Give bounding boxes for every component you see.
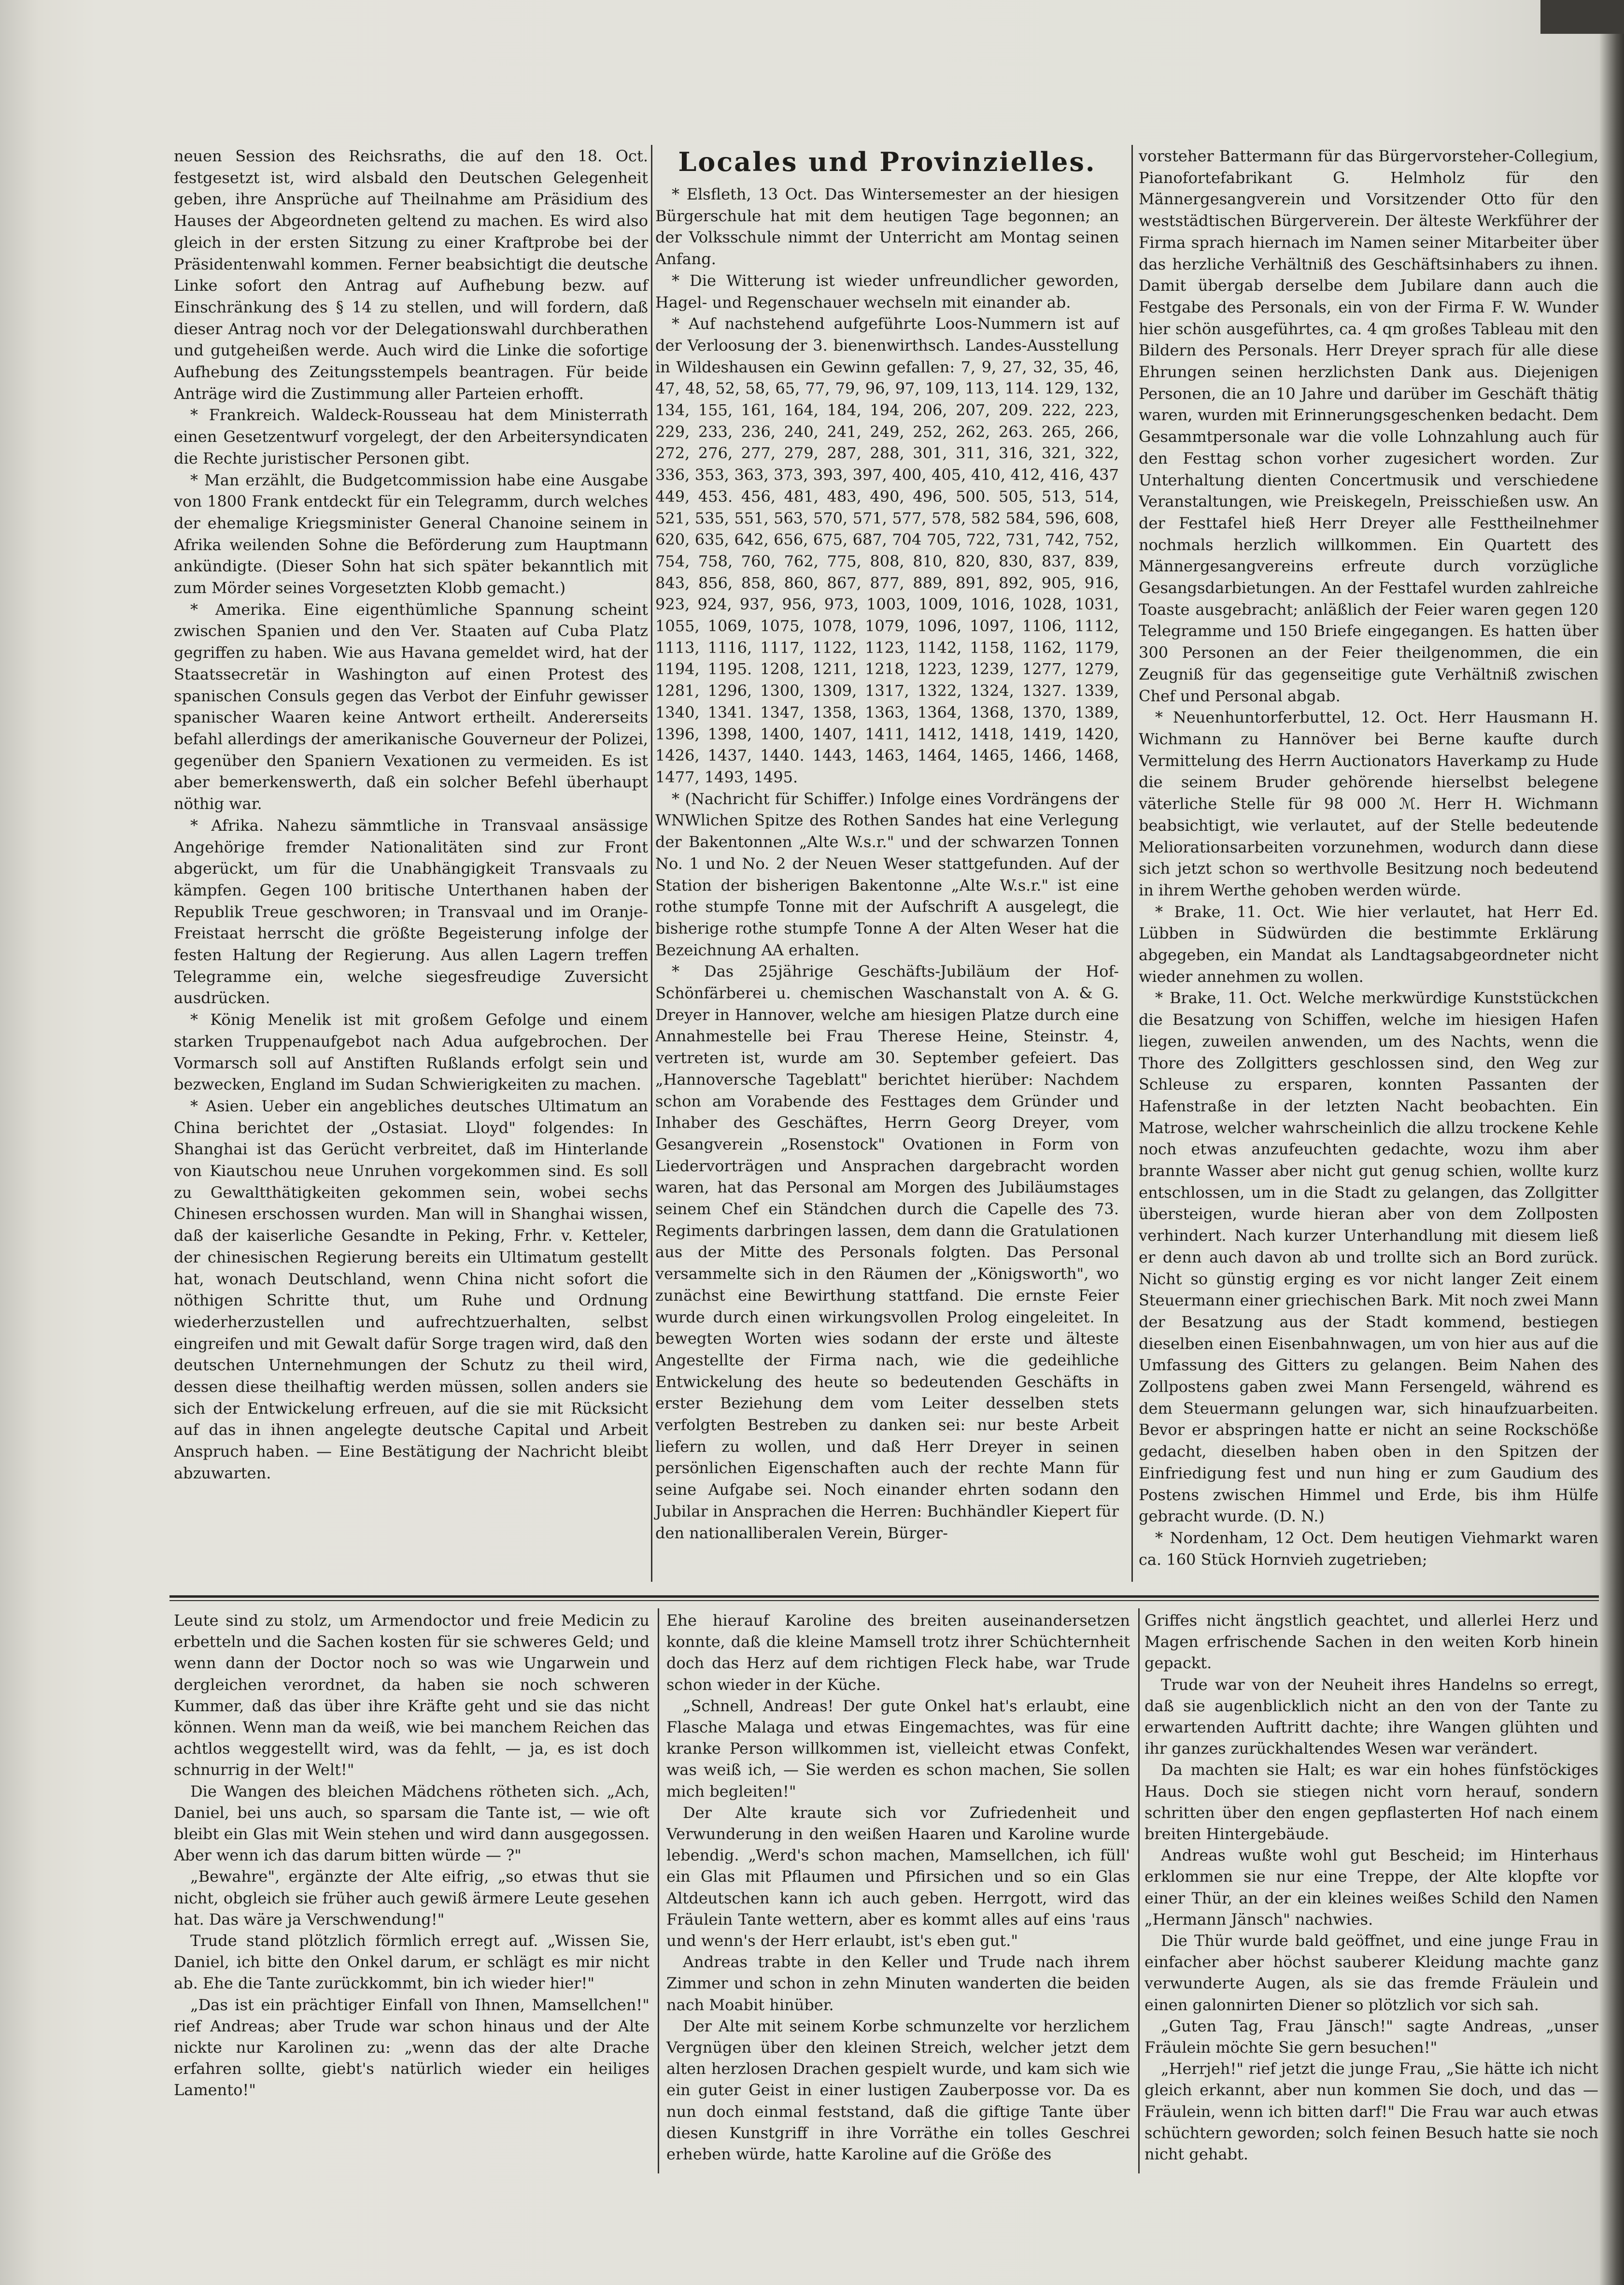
feuilleton-divider [658, 1608, 659, 2173]
page-edge-shadow [1600, 0, 1624, 2285]
story-paragraph: Leute sind zu stolz, um Armendoctor und freie Medicin zu erbetteln und die Sachen kosten für sie schweres Geld; und wenn dann der Doctor noch so was wie Ungarwein und dergleichen verordnet, da haben sie noch schweren Kummer, daß das über ihre Kräfte geht und sie das nicht können. Wenn man da weiß, wie bei manchem Reichen das achtlos weggestellt wird, was da fehlt, — ja, es ist doch schnurrig in der Welt!" [174, 1611, 650, 1779]
column-divider [651, 145, 652, 1582]
section-heading: Locales und Provinzielles. [678, 146, 1096, 177]
feuilleton-rule-thin [169, 1600, 1599, 1601]
story-paragraph: Andreas wußte wohl gut Bescheid; im Hinterhaus erklommen sie nur eine Treppe, der Alte klopfte vor einer Thür, an der ein kleines weißes Schild den Namen „Hermann Jänsch" nachwies. [1144, 1846, 1598, 1929]
story-paragraph: Griffes nicht ängstlich geachtet, und allerlei Herz und Magen erfrischende Sachen in den weiten Korb hinein gepackt. [1144, 1611, 1598, 1673]
story-paragraph: Die Wangen des bleichen Mädchens rötheten sich. „Ach, Daniel, bei uns auch, so sparsam die Tante ist, — wie oft bleibt ein Glas mit Wein stehen und wird dann ausgegossen. Aber wenn ich das darum bitten würde — ?" [174, 1782, 650, 1865]
feuilleton-column-1 [174, 1610, 650, 2170]
article-neuenhuntorferbuttel: * Neuenhuntorferbuttel, 12. Oct. Herr Hausmann H. Wichmann zu Hannöver bei Berne kaufte durch Vermittelung des Herrn Auctionators Haverkamp zu Hude die seinem Bruder gehörende hierselbst belegene väterliche Stelle für 98 000 ℳ. Herr H. Wichmann beabsichtigt, wie verlautet, auf der Stelle bedeutende Meliorationsarbeiten vorzunehmen, wodurch dann diese sich jetzt schon so werthvolle Besitzung noch bedeutend in ihrem Werthe gehoben werden würde. [1139, 708, 1598, 899]
article-reichsrath: neuen Session des Reichsraths, die auf den 18. Oct. festgesetzt ist, wird alsbald den Deutschen Gelegenheit geben, ihre Ansprüche auf Theilnahme am Präsidium des Hauses der Abgeordneten geltend zu machen. Es wird also gleich in der ersten Sitzung zu einer Kraftprobe bei der Präsidentenwahl kommen. Ferner beabsichtigt die deutsche Linke sofort den Antrag auf Aufhebung bezw. auf Einschränkung des § 14 zu stellen, und will fordern, daß dieser Antrag noch vor der Delegationswahl durchberathen und gutgeheißen werde. Auch wird die Linke die sofortige Aufhebung des Zeitungsstempels beantragen. Für beide Anträge wird die Zustimmung aller Parteien erhofft. [174, 147, 648, 403]
article-elsfleth: * Elsfleth, 13 Oct. Das Wintersemester an der hiesigen Bürgerschule hat mit dem heutigen Tage begonnen; an der Volksschule nimmt der Unterricht am Montag seinen Anfang. [655, 185, 1119, 269]
story-paragraph: „Bewahre", ergänzte der Alte eifrig, „so etwas thut sie nicht, obgleich sie früher auch gewiß ärmere Leute gesehen hat. Das wäre ja Verschwendung!" [174, 1867, 650, 1929]
story-paragraph: Der Alte mit seinem Korbe schmunzelte vor herzlichem Vergnügen über den kleinen Streich, welcher jetzt dem alten herzlosen Drachen gespielt wurde, und kam sich wie ein guter Geist in einer lustigen Zauberposse vor. Da es nun doch einmal feststand, daß die giftige Tante über diesen Kunstgriff in ihre Vorräthe ein tolles Geschrei erheben würde, hatte Karoline auf die Größe des [666, 2016, 1130, 2164]
story-paragraph: „Herrjeh!" rief jetzt die junge Frau, „Sie hätte ich nicht gleich erkannt, aber nun kommen Sie doch, und das — Fräulein, wenn ich bitten darf!" Die Frau war auch etwas schüchtern geworden; solch feinen Besuch hatte sie noch nicht gehabt. [1144, 2059, 1598, 2164]
article-schiffer: * (Nachricht für Schiffer.) Infolge eines Vordrängens der WNWlichen Spitze des Rothen Sandes hat eine Verlegung der Bakentonnen „Alte W.s.r." und der schwarzen Tonnen No. 1 und No. 2 der Neuen Weser stattgefunden. Auf der Station der bisherigen Bakentonne „Alte W.s.r." ist eine rothe stumpfe Tonne mit der Aufschrift A ausgelegt, die bisherige rothe stumpfe Tonne A der Alten Weser hat die Bezeichnung AA erhalten. [655, 789, 1119, 959]
column-divider [1131, 145, 1133, 1582]
article-frankreich: * Frankreich. Waldeck-Rousseau hat dem Ministerrath einen Gesetzentwurf vorgelegt, der den Arbeitersyndicaten die Rechte juristischer Personen gibt. [174, 406, 648, 468]
article-jubilaeum: * Das 25jährige Geschäfts-Jubiläum der Hof-Schönfärberei u. chemischen Waschanstalt von A. & G. Dreyer in Hannover, welche am hiesigen Platze durch eine Annahmestelle bei Frau Therese Heine, Steinstr. 4, vertreten ist, wurde am 30. September gefeiert. Das „Hannoversche Tageblatt" berichtet hierüber: Nachdem schon am Vorabende des Festtages dem Gründer und Inhaber des Geschäftes, Herrn Georg Dreyer, vom Gesangverein „Rosenstock" Ovationen in Form von Liedervorträgen und Ansprachen dargebracht worden waren, hat das Personal am Morgen des Jubiläumstages seinem Chef ein Ständchen durch die Capelle des 73. Regiments darbringen lassen, dem dann die Gratulationen aus der Mitte des Personals folgten. Das Personal versammelte sich in den Räumen der „Königsworth", wo zunächst eine Bewirthung stattfand. Die ernste Feier wurde durch einen wirkungsvollen Prolog eingeleitet. In bewegten Worten wies sodann der erste und älteste Angestellte der Firma nach, wie die gedeihliche Entwickelung des heute so bedeutenden Geschäfts in erster Beziehung dem vom Leiter desselben stets verfolgten Bestreben zu danken sei: nur beste Arbeit liefern zu wollen, und daß Herr Dreyer in seinen persönlichen Eigenschaften auch der rechte Mann für seine Aufgabe sei. Noch einander ehrten sodann den Jubilar in Ansprachen die Herren: Buchhändler Kiepert für den nationalliberalen Verein, Bürger- [655, 962, 1119, 1542]
news-column-local [655, 184, 1119, 1575]
page-corner-shadow [1540, 0, 1624, 34]
story-paragraph: Trude war von der Neuheit ihres Handelns so erregt, daß sie augenblicklich nicht an den von der Tante zu erwartenden Auftritt dachte; ihre Wangen glühten und ihr ganzes zurückhaltendes Wesen war verändert. [1144, 1675, 1598, 1758]
story-paragraph: Trude stand plötzlich förmlich erregt auf. „Wissen Sie, Daniel, ich bitte den Onkel darum, er schlägt es mir nicht ab. Ehe die Tante zurückkommt, bin ich wieder hier!" [174, 1931, 650, 1993]
story-paragraph: „Das ist ein prächtiger Einfall von Ihnen, Mamsellchen!" rief Andreas; aber Trude war schon hinaus und der Alte nickte nur Karolinen zu: „wenn das der alte Drache erfahren sollte, giebt's natürlich wieder ein heiliges Lamento!" [174, 1995, 650, 2100]
story-paragraph: Die Thür wurde bald geöffnet, und eine junge Frau in einfacher aber höchst sauberer Kleidung machte ganz verwunderte Augen, als sie das fremde Fräulein und einen galonnirten Diener so plötzlich vor sich sah. [1144, 1931, 1598, 2014]
article-afrika: * Afrika. Nahezu sämmtliche in Transvaal ansässige Angehörige fremder Nationalitäten sind zur Front abgerückt, um für die Unabhängigkeit Transvaals zu kämpfen. Gegen 100 britische Unterthanen haben der Republik Treue geschworen; in Transvaal und im Oranje-Freistaat herrscht die größte Begeisterung infolge der festen Haltung der Regierung. Aus allen Lagern treffen Telegramme ein, welche siegesfreudige Zuversicht ausdrücken. [174, 816, 648, 1008]
article-telegramm: * Man erzählt, die Budgetcommission habe eine Ausgabe von 1800 Frank entdeckt für ein Telegramm, durch welches der ehemalige Kriegsminister General Chanoine seinem in Afrika weilenden Sohne die Beförderung zum Hauptmann ankündigte. (Dieser Sohn hat sich später bekanntlich mit zum Mörder seines Vorgesetzten Klobb gemacht.) [174, 470, 648, 597]
news-column-politics [174, 145, 648, 1581]
article-loos-nummern: * Auf nachstehend aufgeführte Loos-Nummern ist auf der Verloosung der 3. bienenwirthsch. Landes-Ausstellung in Wildeshausen ein Gewinn gefallen: 7, 9, 27, 32, 35, 46, 47, 48, 52, 58, 65, 77, 79, 96, 97, 109, 113, 114. 129, 132, 134, 155, 161, 164, 184, 194, 206, 207, 209. 222, 223, 229, 233, 236, 240, 241, 249, 252, 262, 263. 265, 266, 272, 276, 277, 279, 287, 288, 301, 311, 316, 321, 322, 336, 353, 363, 373, 393, 397, 400, 405, 410, 412, 416, 437 449, 453. 456, 481, 483, 490, 496, 500. 505, 513, 514, 521, 535, 551, 563, 570, 571, 577, 578, 582 584, 596, 608, 620, 635, 642, 656, 675, 687, 704 705, 722, 731, 742, 752, 754, 758, 760, 762, 775, 808, 810, 820, 830, 837, 839, 843, 856, 858, 860, 867, 877, 889, 891, 892, 905, 916, 923, 924, 937, 956, 973, 1003, 1009, 1016, 1028, 1031, 1055, 1069, 1075, 1078, 1079, 1096, 1097, 1106, 1112, 1113, 1116, 1117, 1122, 1123, 1142, 1158, 1162, 1179, 1194, 1195. 1208, 1211, 1218, 1223, 1239, 1277, 1279, 1281, 1296, 1300, 1309, 1317, 1322, 1324, 1327. 1339, 1340, 1341. 1347, 1358, 1363, 1364, 1368, 1370, 1389, 1396, 1398, 1400, 1407, 1411, 1412, 1418, 1419, 1420, 1426, 1437, 1440. 1443, 1463, 1464, 1465, 1466, 1468, 1477, 1493, 1495. [655, 314, 1119, 786]
article-brake-landtag: * Brake, 11. Oct. Wie hier verlautet, hat Herr Ed. Lübben in Südwürden die bestimmte Erklärung abgegeben, ein Mandat als Landtagsabgeordneter nicht wieder annehmen zu wollen. [1139, 902, 1598, 986]
news-column-regional [1139, 145, 1598, 1585]
feuilleton-divider [1138, 1608, 1140, 2173]
story-paragraph: „Schnell, Andreas! Der gute Onkel hat's erlaubt, eine Flasche Malaga und etwas Eingemachtes, was für eine kranke Person willkommen ist, vielleicht etwas Confekt, was weiß ich, — Sie werden es schon machen, Sie sollen mich begleiten!" [666, 1696, 1130, 1801]
article-jubilaeum-continued: vorsteher Battermann für das Bürgervorsteher-Collegium, Pianofortefabrikant G. Helmholz für den Männergesangverein und Vorsitzender Otto für den weststädtischen Bürgerverein. Der älteste Werkführer der Firma sprach hiernach im Namen seiner Mitarbeiter über das herzliche Verhältniß des Geschäftsinhabers zu ihnen. Damit übergab derselbe dem Jubilare dann auch die Festgabe des Personals, ein von der Firma F. W. Wunder hier schön ausgeführtes, ca. 4 qm großes Tableau mit den Bildern des Personals. Herr Dreyer sprach für alle diese Ehrungen seinen herzlichsten Dank aus. Diejenigen Personen, die an 10 Jahre und darüber im Geschäft thätig waren, wurden mit Erinnerungsgeschenken bedacht. Dem Gesammtpersonale war die volle Lohnzahlung auch für den Festtag schon vorher zugesichert worden. Zur Unterhaltung dienten Concertmusik und verschiedene Veranstaltungen, wie Preiskegeln, Preisschießen usw. An der Festtafel hieß Herr Dreyer alle Festtheilnehmer nochmals herzlich willkommen. Ein Quartett des Männergesangvereins erfreute durch vorzügliche Gesangsdarbietungen. An der Festtafel wurden zahlreiche Toaste ausgebracht; anläßlich der Feier waren gegen 120 Telegramme und 150 Briefe eingegangen. Es hatten über 300 Personen an der Feier theilgenommen, die ein Zeugniß für das gegenseitige gute Verhältniß zwischen Chef und Personal abgab. [1139, 147, 1598, 705]
article-witterung: * Die Witterung ist wieder unfreundlicher geworden, Hagel- und Regenschauer wechseln mit einander ab. [655, 271, 1119, 312]
feuilleton-rule [169, 1595, 1599, 1598]
story-paragraph: Da machten sie Halt; es war ein hohes fünfstöckiges Haus. Doch sie stiegen nicht vorn herauf, sondern schritten über den engen gepflasterten Hof nach einem breiten Hintergebäude. [1144, 1760, 1598, 1844]
feuilleton-column-3 [1144, 1610, 1598, 2170]
article-asien: * Asien. Ueber ein angebliches deutsches Ultimatum an China berichtet der „Ostasiat. Lloyd" folgendes: In Shanghai ist das Gerücht verbreitet, daß im Hinterlande von Kiautschou neue Unruhen vorgekommen sind. Es soll zu Gewaltthätigkeiten gekommen sein, wobei sechs Chinesen erschossen wurden. Man will in Shanghai wissen, daß der kaiserliche Gesandte in Peking, Frhr. v. Ketteler, der chinesischen Regierung bereits ein Ultimatum gestellt hat, wonach Deutschland, wenn China nicht sofort die nöthigen Schritte thut, um Ruhe und Ordnung wiederherzustellen und aufrechtzuerhalten, selbst eingreifen und mit Gewalt dafür Sorge tragen wird, daß den deutschen Unternehmungen der Schutz zu theil wird, dessen diese theilhaftig werden müssen, sollen anders sie sich der Entwickelung erfreuen, auf die sie mit Rücksicht auf das in ihnen angelegte deutsche Capital und Arbeit Anspruch haben. — Eine Bestätigung der Nachricht bleibt abzuwarten. [174, 1096, 648, 1482]
article-nordenham: * Nordenham, 12 Oct. Dem heutigen Viehmarkt waren ca. 160 Stück Hornvieh zugetrieben; [1139, 1529, 1598, 1569]
story-paragraph: „Guten Tag, Frau Jänsch!" sagte Andreas, „unser Fräulein möchte Sie gern besuchen!" [1144, 2016, 1598, 2057]
article-amerika: * Amerika. Eine eigenthümliche Spannung scheint zwischen Spanien und den Ver. Staaten auf Cuba Platz gegriffen zu haben. Wie aus Havana gemeldet wird, hat der Staatssecretär in Washington auf einen Protest des spanischen Consuls gegen das Verbot der Einfuhr gewisser spanischer Waaren keine Antwort ertheilt. Andererseits befahl allerdings der amerikanische Gouverneur der Polizei, gegenüber den Spaniern Vexationen zu vermeiden. Es ist aber bemerkenswerth, daß ein solcher Befehl überhaupt nöthig war. [174, 600, 648, 813]
story-paragraph: Andreas trabte in den Keller und Trude nach ihrem Zimmer und schon in zehn Minuten wanderten die beiden nach Moabit hinüber. [666, 1953, 1130, 2014]
story-paragraph: Ehe hierauf Karoline des breiten auseinandersetzen konnte, daß die kleine Mamsell trotz ihrer Schüchternheit doch das Herz auf dem richtigen Fleck habe, war Trude schon wieder in der Küche. [666, 1611, 1130, 1694]
feuilleton-column-2 [666, 1610, 1130, 2170]
article-menelik: * König Menelik ist mit großem Gefolge und einem starken Truppenaufgebot nach Adua aufgebrochen. Der Vormarsch soll auf Anstiften Rußlands erfolgt sein und bezwecken, England im Sudan Schwierigkeiten zu machen. [174, 1010, 648, 1094]
story-paragraph: Der Alte kraute sich vor Zufriedenheit und Verwunderung in den weißen Haaren und Karoline wurde lebendig. „Werd's schon machen, Mamsellchen, ich füll' ein Glas mit Pflaumen und Pfirsichen und so ein Glas Altdeutschen kann ich auch geben. Herrgott, wird das Fräulein Tante wettern, aber es kommt alles auf eins 'raus und wenn's der Herr erlaubt, ist's eben gut." [666, 1803, 1130, 1950]
article-brake-zollgitter: * Brake, 11. Oct. Welche merkwürdige Kunststückchen die Besatzung von Schiffen, welche im hiesigen Hafen liegen, zuweilen anwenden, um des Nachts, wenn die Thore des Zollgitters geschlossen sind, den Weg zur Schleuse zu ersparen, konnten Passanten der Hafenstraße in der letzten Nacht beobachten. Ein Matrose, welcher wahrscheinlich die allzu trockene Kehle noch etwas anzufeuchten gedachte, wozu ihm aber brannte Wasser aber nicht gut genug schien, wollte kurz entschlossen, um in die Stadt zu gelangen, das Zollgitter übersteigen, wurde hieran aber von dem Zollposten verhindert. Nach kurzer Unterhandlung mit diesem ließ er denn auch davon ab und trollte sich an Bord zurück. Nicht so günstig erging es vor nicht langer Zeit einem Steuermann einer griechischen Bark. Mit noch zwei Mann der Besatzung aus der Stadt kommend, bestiegen dieselben einen Eisenbahnwagen, um von hier aus auf die Umfassung des Gitters zu gelangen. Beim Nahen des Zollpostens gaben zwei Mann Fersengeld, während es dem Steuermann gelungen war, sich hinaufzuarbeiten. Bevor er abspringen hatte er nicht an seine Rockschöße gedacht, dieselben haben oben in den Spitzen der Einfriedigung fest und nun hing er zum Gaudium des Postens zwischen Himmel und Erde, bis ihm Hülfe gebracht wurde. (D. N.) [1139, 989, 1598, 1526]
